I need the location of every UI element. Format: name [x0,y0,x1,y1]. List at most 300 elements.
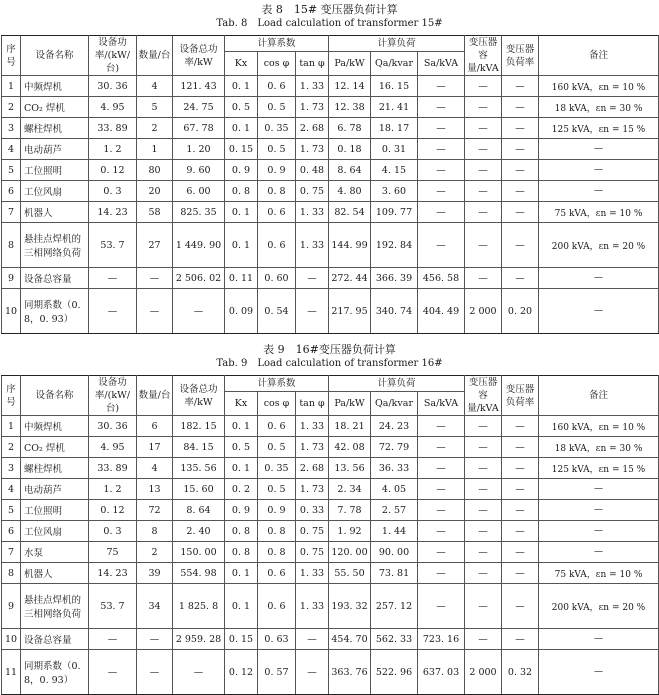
cell-kx: 0. 1 [225,458,258,479]
cell-total-power: 182. 15 [173,416,225,437]
table-row [2,76,659,97]
cell-cos: 0. 54 [258,289,296,334]
cell-qa: 1. 44 [371,521,418,542]
cell-kx: 0. 1 [225,584,258,629]
cell-qa: 36. 33 [371,458,418,479]
cell-cos: 0. 8 [258,521,296,542]
cell-seq: 9 [2,268,21,289]
cell-capacity: — [465,268,502,289]
cell-pa: 217. 95 [329,289,371,334]
header-total-power: 设备总功率/kW [173,376,225,416]
cell-sa: — [418,563,465,584]
cell-qty: 4 [137,76,173,97]
cell-qa: 24. 23 [371,416,418,437]
cell-remark: — [539,160,659,181]
cell-load-rate: — [502,437,539,458]
table8-caption-en: Tab. 8 Load calculation of transformer 15# [216,18,443,29]
table8-block [0,2,659,334]
cell-sa: — [418,500,465,521]
cell-name: 螺柱焊机 [21,118,89,139]
cell-load-rate: — [502,458,539,479]
header-kx: Kx [225,392,258,416]
cell-qa: 4. 05 [371,479,418,500]
cell-total-power: 9. 60 [173,160,225,181]
cell-cos: 0. 6 [258,202,296,223]
cell-kx: 0. 1 [225,416,258,437]
header-sa: Sa/kVA [418,392,465,416]
header-tan: tan φ [296,52,329,76]
table-row [2,521,659,542]
cell-qa: 4. 15 [371,160,418,181]
cell-name: CO₂ 焊机 [21,97,89,118]
table-row [2,160,659,181]
cell-capacity: 2 000 [465,289,502,334]
cell-remark: — [539,479,659,500]
cell-sa: — [418,118,465,139]
cell-total-power: 150. 00 [173,542,225,563]
cell-unit-power: 53. 7 [89,584,137,629]
header-name: 设备名称 [21,36,89,76]
cell-seq: 3 [2,458,21,479]
cell-total-power: 84. 15 [173,437,225,458]
cell-unit-power: 14. 23 [89,202,137,223]
cell-load-rate: — [502,139,539,160]
cell-qa: 562. 33 [371,629,418,650]
header-calc-coef: 计算系数 [225,36,329,52]
cell-sa: — [418,437,465,458]
cell-unit-power: 1. 2 [89,479,137,500]
cell-unit-power: 33. 89 [89,118,137,139]
cell-capacity: — [465,521,502,542]
cell-pa: 6. 78 [329,118,371,139]
cell-seq: 8 [2,223,21,268]
header-remark: 备注 [539,36,659,76]
table-row [2,542,659,563]
cell-seq: 5 [2,160,21,181]
cell-load-rate: 0. 20 [502,289,539,334]
cell-remark: 200 kVA，εn = 20 % [539,223,659,268]
cell-total-power: 1 449. 90 [173,223,225,268]
cell-capacity: — [465,97,502,118]
cell-load-rate: — [502,521,539,542]
cell-remark: — [539,542,659,563]
header-capacity: 变压器容量/kVA [465,36,502,76]
cell-pa: 0. 18 [329,139,371,160]
cell-name: 悬挂点焊机的三相网络负荷 [21,223,89,268]
cell-remark: 160 kVA，εn = 10 % [539,76,659,97]
cell-unit-power: — [89,289,137,334]
cell-total-power: 1. 20 [173,139,225,160]
cell-seq: 8 [2,563,21,584]
cell-seq: 7 [2,202,21,223]
cell-name: 机器人 [21,202,89,223]
cell-sa: — [418,521,465,542]
cell-sa: — [418,202,465,223]
cell-load-rate: — [502,500,539,521]
cell-cos: 0. 5 [258,139,296,160]
cell-remark: — [539,500,659,521]
cell-load-rate: — [502,223,539,268]
cell-kx: 0. 9 [225,160,258,181]
cell-unit-power: 0. 3 [89,181,137,202]
table-row [2,97,659,118]
cell-tan: 1. 33 [296,202,329,223]
cell-remark: 160 kVA，εn = 10 % [539,416,659,437]
cell-remark: — [539,139,659,160]
cell-tan: 0. 48 [296,160,329,181]
cell-kx: 0. 15 [225,139,258,160]
cell-cos: 0. 35 [258,458,296,479]
cell-tan: 1. 73 [296,479,329,500]
cell-seq: 4 [2,139,21,160]
header-name: 设备名称 [21,376,89,416]
cell-kx: 0. 1 [225,118,258,139]
header-kx: Kx [225,52,258,76]
cell-name: 螺柱焊机 [21,458,89,479]
header-cos: cos φ [258,52,296,76]
cell-tan: 1. 33 [296,76,329,97]
cell-pa: 144. 99 [329,223,371,268]
cell-capacity: — [465,563,502,584]
cell-kx: 0. 8 [225,521,258,542]
cell-cos: 0. 6 [258,416,296,437]
cell-tan: — [296,289,329,334]
table8 [1,35,659,334]
cell-tan: — [296,629,329,650]
table-row [2,202,659,223]
cell-seq: 3 [2,118,21,139]
cell-name: 工位风扇 [21,181,89,202]
cell-tan: 1. 73 [296,437,329,458]
cell-kx: 0. 1 [225,202,258,223]
header-load-rate: 变压器负荷率 [502,36,539,76]
cell-capacity: — [465,437,502,458]
cell-total-power: 825. 35 [173,202,225,223]
cell-pa: 8. 64 [329,160,371,181]
cell-qa: 90. 00 [371,542,418,563]
table-row [2,563,659,584]
cell-tan: 0. 75 [296,542,329,563]
cell-tan: 1. 33 [296,223,329,268]
cell-remark: 125 kVA，εn = 15 % [539,118,659,139]
cell-cos: 0. 57 [258,650,296,695]
cell-sa: — [418,139,465,160]
cell-unit-power: 4. 95 [89,437,137,458]
cell-qty: 4 [137,458,173,479]
cell-tan: 0. 33 [296,500,329,521]
cell-sa: 456. 58 [418,268,465,289]
cell-pa: 12. 14 [329,76,371,97]
cell-pa: 12. 38 [329,97,371,118]
cell-cos: 0. 5 [258,479,296,500]
cell-remark: 18 kVA，εn = 30 % [539,97,659,118]
cell-cos: 0. 60 [258,268,296,289]
table8-caption-cn: 表 8 15# 变压器负荷计算 [261,3,398,16]
cell-tan: 1. 73 [296,139,329,160]
header-unit-power: 设备功率/(kW/台) [89,36,137,76]
cell-name: 机器人 [21,563,89,584]
cell-load-rate: 0. 32 [502,650,539,695]
cell-sa: 404. 49 [418,289,465,334]
cell-qa: 522. 96 [371,650,418,695]
cell-cos: 0. 8 [258,542,296,563]
cell-load-rate: — [502,563,539,584]
cell-capacity: — [465,458,502,479]
cell-remark: 125 kVA，εn = 15 % [539,458,659,479]
cell-unit-power: — [89,268,137,289]
cell-capacity: — [465,416,502,437]
cell-qty: 39 [137,563,173,584]
cell-sa: — [418,416,465,437]
cell-name: 工位照明 [21,160,89,181]
cell-load-rate: — [502,416,539,437]
header-pa: Pa/kW [329,52,371,76]
cell-pa: 363. 76 [329,650,371,695]
cell-capacity: — [465,139,502,160]
header-sa: Sa/kVA [418,52,465,76]
cell-capacity: — [465,118,502,139]
header-qa: Qa/kvar [371,52,418,76]
cell-cos: 0. 8 [258,181,296,202]
cell-qa: 366. 39 [371,268,418,289]
cell-seq: 1 [2,416,21,437]
cell-sa: 637. 03 [418,650,465,695]
cell-name: 水泵 [21,542,89,563]
cell-remark: 18 kVA，εn = 30 % [539,437,659,458]
cell-total-power: 1 825. 8 [173,584,225,629]
cell-cos: 0. 9 [258,160,296,181]
header-total-power: 设备总功率/kW [173,36,225,76]
cell-name: 工位照明 [21,500,89,521]
cell-sa: — [418,584,465,629]
cell-qty: 20 [137,181,173,202]
cell-load-rate: — [502,76,539,97]
cell-unit-power: 4. 95 [89,97,137,118]
cell-tan: 0. 75 [296,521,329,542]
cell-seq: 6 [2,521,21,542]
cell-qty: 5 [137,97,173,118]
cell-total-power: 6. 00 [173,181,225,202]
cell-pa: 2. 34 [329,479,371,500]
header-calc-load: 计算负荷 [329,376,465,392]
cell-tan: 0. 75 [296,181,329,202]
cell-pa: 120. 00 [329,542,371,563]
cell-qa: 2. 57 [371,500,418,521]
cell-remark: — [539,629,659,650]
cell-qty: — [137,289,173,334]
cell-tan: 1. 33 [296,416,329,437]
cell-qty: 8 [137,521,173,542]
cell-pa: 55. 50 [329,563,371,584]
cell-kx: 0. 8 [225,542,258,563]
cell-sa: — [418,223,465,268]
cell-remark: 75 kVA，εn = 10 % [539,563,659,584]
cell-name: 同期系数（0. 8，0. 93） [21,650,89,695]
header-tan: tan φ [296,392,329,416]
cell-sa: — [418,76,465,97]
cell-unit-power: 30. 36 [89,76,137,97]
cell-name: 电动葫芦 [21,139,89,160]
cell-unit-power: 53. 7 [89,223,137,268]
cell-cos: 0. 35 [258,118,296,139]
cell-seq: 9 [2,584,21,629]
cell-capacity: — [465,542,502,563]
header-calc-load: 计算负荷 [329,36,465,52]
cell-cos: 0. 6 [258,223,296,268]
cell-sa: — [418,479,465,500]
cell-pa: 13. 56 [329,458,371,479]
cell-unit-power: 30. 36 [89,416,137,437]
cell-sa: 723. 16 [418,629,465,650]
cell-name: 中频焊机 [21,76,89,97]
table9-block [0,342,659,695]
cell-load-rate: — [502,584,539,629]
cell-pa: 454. 70 [329,629,371,650]
cell-pa: 82. 54 [329,202,371,223]
cell-total-power: 135. 56 [173,458,225,479]
cell-name: 同期系数（0. 8，0. 93） [21,289,89,334]
cell-cos: 0. 5 [258,437,296,458]
cell-tan: 2. 68 [296,458,329,479]
table-row [2,458,659,479]
cell-seq: 2 [2,97,21,118]
cell-name: 设备总容量 [21,629,89,650]
cell-sa: — [418,181,465,202]
cell-qa: 192. 84 [371,223,418,268]
header-calc-coef: 计算系数 [225,376,329,392]
cell-qty: 34 [137,584,173,629]
cell-qa: 340. 74 [371,289,418,334]
cell-sa: — [418,542,465,563]
cell-kx: 0. 5 [225,437,258,458]
cell-qty: 80 [137,160,173,181]
cell-tan: 2. 68 [296,118,329,139]
cell-capacity: — [465,181,502,202]
cell-total-power: 554. 98 [173,563,225,584]
cell-kx: 0. 8 [225,181,258,202]
cell-name: 电动葫芦 [21,479,89,500]
cell-pa: 7. 78 [329,500,371,521]
cell-seq: 6 [2,181,21,202]
cell-qa: 21. 41 [371,97,418,118]
table9-body [2,416,659,695]
cell-qty: — [137,629,173,650]
cell-kx: 0. 5 [225,97,258,118]
table-row [2,629,659,650]
cell-qty: 17 [137,437,173,458]
cell-remark: 200 kVA，εn = 20 % [539,584,659,629]
cell-load-rate: — [502,181,539,202]
table-row [2,416,659,437]
header-qty: 数量/台 [137,376,173,416]
cell-seq: 7 [2,542,21,563]
cell-remark: — [539,521,659,542]
cell-kx: 0. 1 [225,563,258,584]
header-cos: cos φ [258,392,296,416]
header-unit-power: 设备功率/(kW/台) [89,376,137,416]
cell-total-power: 24. 75 [173,97,225,118]
header-remark: 备注 [539,376,659,416]
cell-remark: — [539,181,659,202]
cell-load-rate: — [502,268,539,289]
cell-cos: 0. 9 [258,500,296,521]
cell-cos: 0. 6 [258,76,296,97]
table-row [2,118,659,139]
cell-name: 中频焊机 [21,416,89,437]
cell-qty: 6 [137,416,173,437]
cell-qty: 72 [137,500,173,521]
cell-sa: — [418,160,465,181]
cell-seq: 5 [2,500,21,521]
header-seq: 序号 [2,36,21,76]
cell-qa: 18. 17 [371,118,418,139]
cell-load-rate: — [502,202,539,223]
cell-load-rate: — [502,629,539,650]
cell-qa: 0. 31 [371,139,418,160]
cell-pa: 4. 80 [329,181,371,202]
cell-qty: 27 [137,223,173,268]
cell-load-rate: — [502,479,539,500]
cell-cos: 0. 63 [258,629,296,650]
cell-seq: 10 [2,289,21,334]
table-row [2,181,659,202]
cell-total-power: 2. 40 [173,521,225,542]
cell-total-power: 8. 64 [173,500,225,521]
cell-tan: — [296,650,329,695]
cell-remark: — [539,268,659,289]
cell-total-power: 67. 78 [173,118,225,139]
cell-qa: 72. 79 [371,437,418,458]
table-row [2,479,659,500]
cell-pa: 1. 92 [329,521,371,542]
cell-tan: 1. 33 [296,584,329,629]
cell-cos: 0. 5 [258,97,296,118]
cell-seq: 10 [2,629,21,650]
table-row [2,223,659,268]
cell-name: 工位风扇 [21,521,89,542]
cell-load-rate: — [502,97,539,118]
table-row [2,500,659,521]
cell-unit-power: 33. 89 [89,458,137,479]
cell-total-power: — [173,289,225,334]
table8-body [2,76,659,334]
cell-total-power: 15. 60 [173,479,225,500]
cell-cos: 0. 6 [258,563,296,584]
cell-kx: 0. 11 [225,268,258,289]
cell-qa: 109. 77 [371,202,418,223]
cell-qty: 2 [137,118,173,139]
header-load-rate: 变压器负荷率 [502,376,539,416]
cell-remark: — [539,650,659,695]
cell-kx: 0. 1 [225,76,258,97]
cell-qty: — [137,268,173,289]
cell-remark: 75 kVA，εn = 10 % [539,202,659,223]
cell-kx: 0. 9 [225,500,258,521]
cell-capacity: — [465,479,502,500]
cell-qty: 2 [137,542,173,563]
cell-qa: 73. 81 [371,563,418,584]
cell-tan: 1. 73 [296,97,329,118]
cell-capacity: — [465,584,502,629]
cell-capacity: — [465,76,502,97]
cell-pa: 193. 32 [329,584,371,629]
table-row [2,139,659,160]
header-qa: Qa/kvar [371,392,418,416]
table9-caption-en: Tab. 9 Load calculation of transformer 16# [216,358,443,369]
cell-unit-power: 75 [89,542,137,563]
header-qty: 数量/台 [137,36,173,76]
cell-load-rate: — [502,118,539,139]
